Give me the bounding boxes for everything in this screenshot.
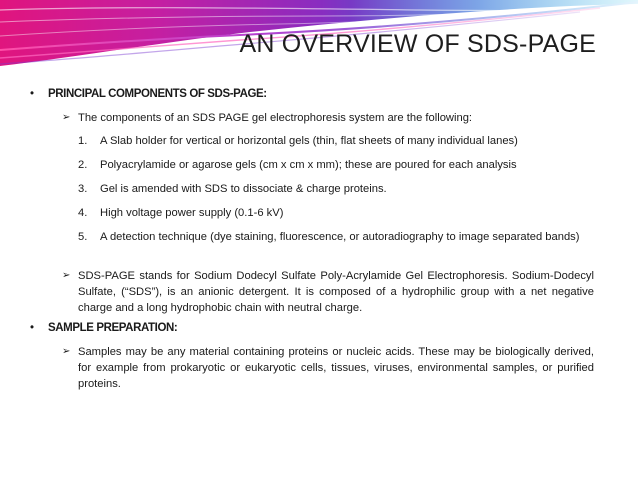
list-number: 5. <box>78 231 88 243</box>
slide-title: AN OVERVIEW OF SDS-PAGE <box>239 30 596 58</box>
section-heading-components <box>30 88 267 100</box>
arrow-bullet-icon: ➢ <box>62 270 71 281</box>
sample-paragraph <box>62 344 594 392</box>
list-number: 2. <box>78 159 88 171</box>
heading-text: SAMPLE PREPARATION: <box>48 322 178 334</box>
heading-text: PRINCIPAL COMPONENTS OF SDS-PAGE: <box>48 88 267 100</box>
section-heading-sample-preparation <box>30 322 177 334</box>
bullet-icon: • <box>30 322 34 334</box>
sds-definition-paragraph <box>62 268 594 316</box>
list-item-text: Gel is amended with SDS to dissociate & charge proteins. <box>100 183 387 195</box>
bullet-icon: • <box>30 88 34 100</box>
list-item-text: A detection technique (dye staining, fluorescence, or autoradiography to image separated bands) <box>100 231 580 243</box>
list-item <box>78 230 594 245</box>
sample-text: Samples may be any material containing proteins or nucleic acids. These may be biologically derived, for example from prokaryotic or eukaryotic cells, tissues, viruses, environmental samples, or purified proteins. <box>78 346 594 390</box>
arrow-bullet-icon: ➢ <box>62 112 71 123</box>
list-item <box>78 158 594 173</box>
intro-paragraph <box>62 110 594 126</box>
list-item-text: A Slab holder for vertical or horizontal gels (thin, flat sheets of many individual lanes) <box>100 135 518 147</box>
list-item <box>78 182 594 197</box>
list-item-text: High voltage power supply (0.1-6 kV) <box>100 207 284 219</box>
sds-definition-text: SDS-PAGE stands for Sodium Dodecyl Sulfate Poly-Acrylamide Gel Electrophoresis. Sodium-Dodecyl Sulfate, (“SDS”), is an anionic detergent. It is composed of a hydrophilic group with a net negative charge and a long hydrophobic chain with neutral charge. <box>78 270 594 314</box>
arrow-bullet-icon: ➢ <box>62 346 71 357</box>
intro-text: The components of an SDS PAGE gel electrophoresis system are the following: <box>78 112 473 124</box>
list-item-text: Polyacrylamide or agarose gels (cm x cm x mm); these are poured for each analysis <box>100 159 517 171</box>
list-number: 1. <box>78 135 88 147</box>
list-number: 3. <box>78 183 88 195</box>
list-item <box>78 134 594 149</box>
list-item <box>78 206 594 221</box>
list-number: 4. <box>78 207 88 219</box>
